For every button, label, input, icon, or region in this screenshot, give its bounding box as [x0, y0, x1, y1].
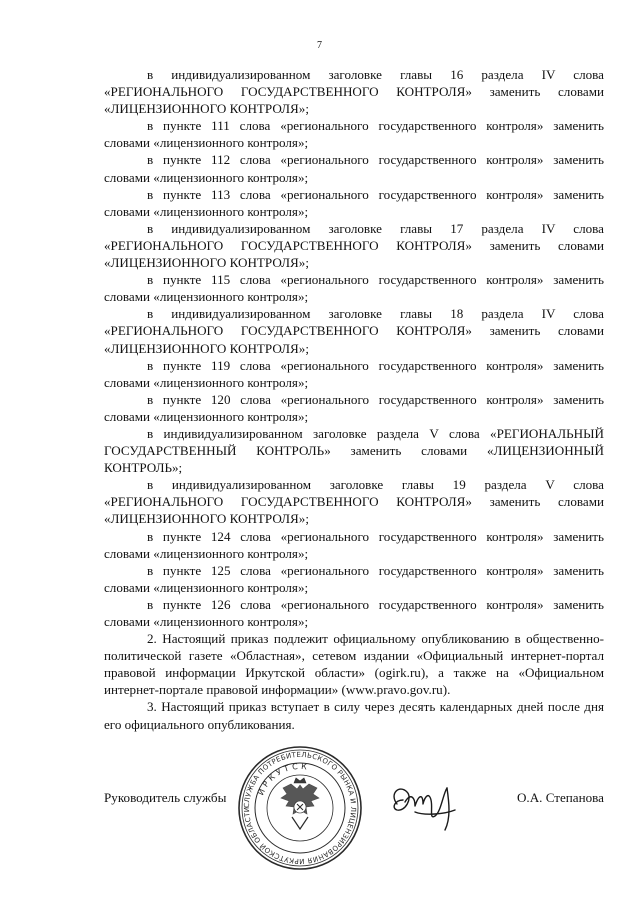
paragraph-entry-into-force: 3. Настоящий приказ вступает в силу через десять календарных дней после дня его официального опубликования. — [104, 699, 604, 732]
paragraph: в пункте 124 слова «регионального государственного контроля» заменить словами «лицензионного контроля»; — [104, 528, 604, 561]
paragraph: в индивидуализированном заголовке главы 19 раздела V слова «РЕГИОНАЛЬНОГО ГОСУДАРСТВЕННОГО КОНТРОЛЯ» заменить словами «ЛИЦЕНЗИОННОГО КОНТРОЛЯ»; — [104, 477, 604, 527]
stamp-outer-text: СЛУЖБА ПОТРЕБИТЕЛЬСКОГО РЫНКА И ЛИЦЕНЗИРОВАНИЯ ИРКУТСКОЙ ОБЛАСТИ — [242, 750, 358, 866]
paragraph: в пункте 119 слова «регионального государственного контроля» заменить словами «лицензионного контроля»; — [104, 357, 604, 390]
paragraph: в пункте 126 слова «регионального государственного контроля» заменить словами «лицензионного контроля»; — [104, 596, 604, 629]
coat-of-arms-eagle-icon — [281, 778, 319, 829]
paragraph: в пункте 115 слова «регионального государственного контроля» заменить словами «лицензионного контроля»; — [104, 272, 604, 305]
official-seal-stamp — [237, 745, 363, 871]
paragraph: в пункте 113 слова «регионального государственного контроля» заменить словами «лицензионного контроля»; — [104, 186, 604, 219]
document-body — [104, 66, 604, 733]
paragraph: в индивидуализированном заголовке раздела V слова «РЕГИОНАЛЬНЫЙ ГОСУДАРСТВЕННЫЙ КОНТРОЛЬ» заменить словами «ЛИЦЕНЗИОННЫЙ КОНТРОЛЬ»; — [104, 425, 604, 476]
stamp-inner-text: ИРКУТСК — [256, 761, 311, 797]
signer-name: О.А. Степанова — [516, 790, 604, 805]
paragraph: в пункте 112 слова «регионального государственного контроля» заменить словами «лицензионного контроля»; — [104, 152, 604, 185]
paragraph-publication: 2. Настоящий приказ подлежит официальному опубликованию в общественно-политической газете «Областная», сетевом издании «Официальный интернет-портал правовой информации Иркутской области» (ogirk.ru), а также на «Официальном интернет-портале правовой информации» (www.pravo.gov.ru). — [104, 631, 604, 698]
paragraph: в индивидуализированном заголовке главы 16 раздела IV слова «РЕГИОНАЛЬНОГО ГОСУДАРСТВЕННОГО КОНТРОЛЯ» заменить словами «ЛИЦЕНЗИОННОГО КОНТРОЛЯ»; — [104, 67, 604, 117]
paragraph: в индивидуализированном заголовке главы 18 раздела IV слова «РЕГИОНАЛЬНОГО ГОСУДАРСТВЕННОГО КОНТРОЛЯ» заменить словами «ЛИЦЕНЗИОННОГО КОНТРОЛЯ»; — [104, 306, 604, 356]
handwritten-signature — [385, 772, 485, 842]
page-number: 7 — [317, 40, 322, 51]
paragraph: в пункте 125 слова «регионального государственного контроля» заменить словами «лицензионного контроля»; — [104, 562, 604, 595]
paragraph: в индивидуализированном заголовке главы 17 раздела IV слова «РЕГИОНАЛЬНОГО ГОСУДАРСТВЕННОГО КОНТРОЛЯ» заменить словами «ЛИЦЕНЗИОННОГО КОНТРОЛЯ»; — [104, 220, 604, 271]
signer-title: Руководитель службы — [104, 790, 227, 805]
paragraph: в пункте 111 слова «регионального государственного контроля» заменить словами «лицензионного контроля»; — [104, 118, 604, 151]
paragraph: в пункте 120 слова «регионального государственного контроля» заменить словами «лицензионного контроля»; — [104, 391, 604, 424]
